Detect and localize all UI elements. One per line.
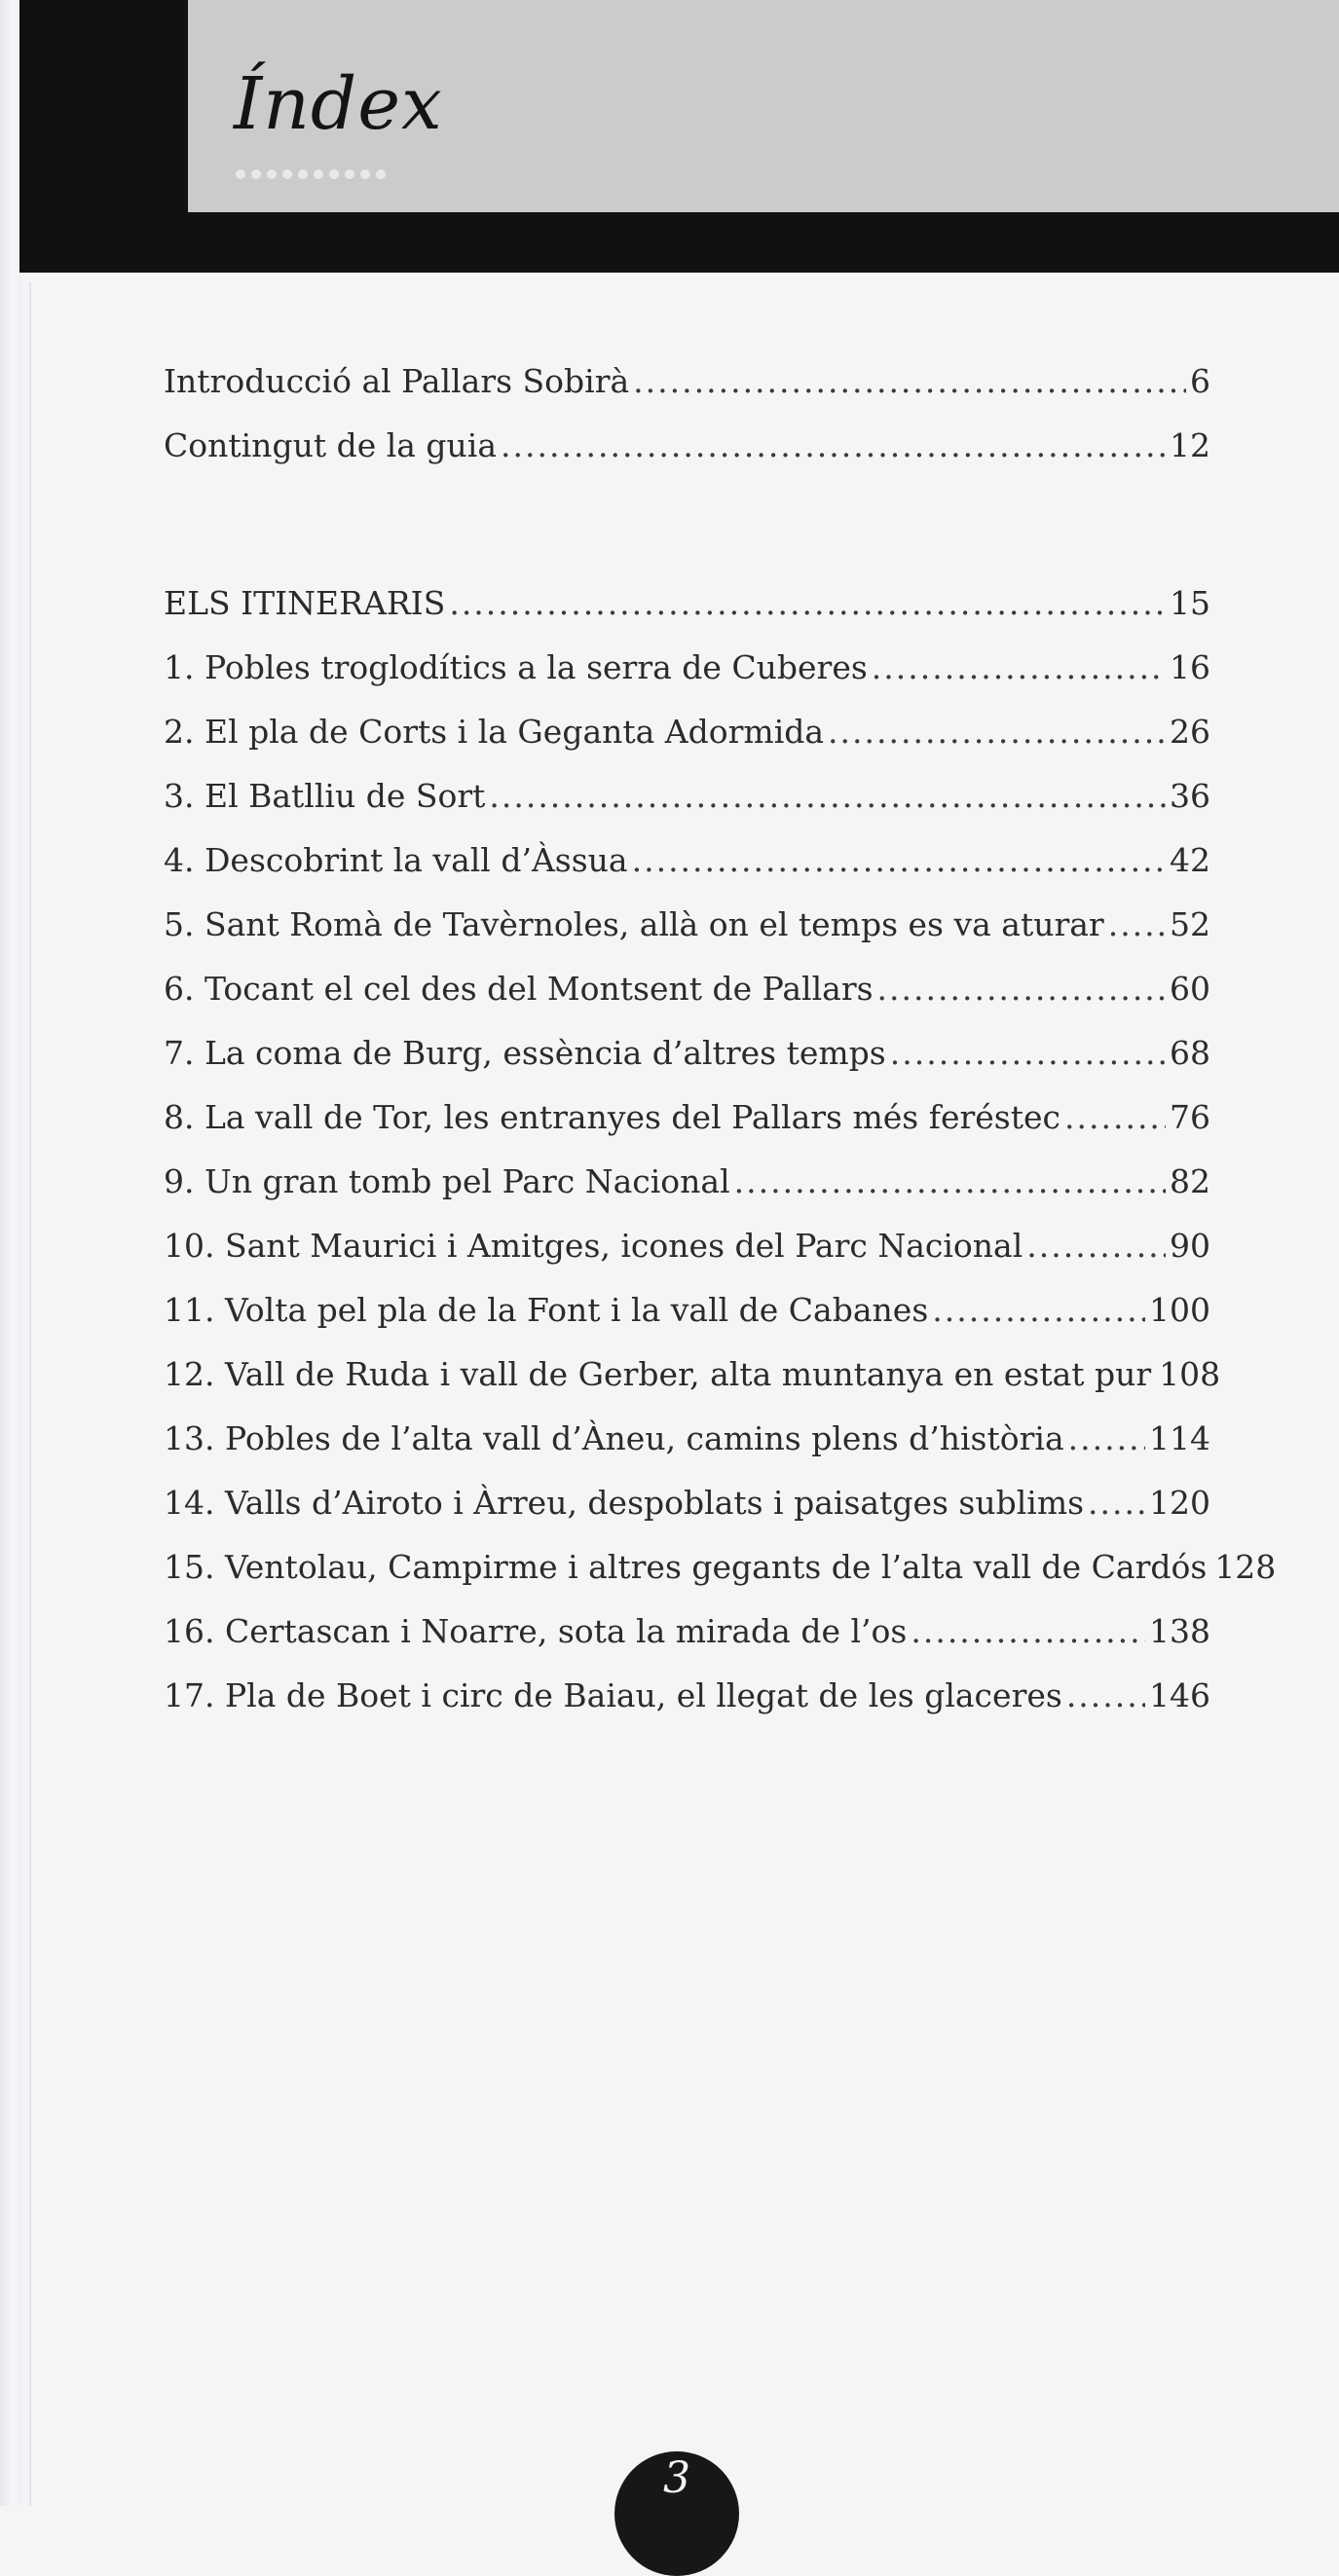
toc-entry-itinerary[interactable] xyxy=(164,905,1210,970)
toc-entry-page: 12 xyxy=(1170,426,1210,464)
toc-dot-leader xyxy=(1068,1419,1145,1457)
toc-entry-title: 17. Pla de Boet i circ de Baiau, el llegat de les glaceres xyxy=(164,1676,1062,1714)
toc-dot-leader xyxy=(872,648,1166,686)
toc-entry-page: 52 xyxy=(1170,905,1210,943)
toc-entry-title: 10. Sant Maurici i Amitges, icones del Parc Nacional xyxy=(164,1227,1023,1265)
toc-entry-title: 8. La vall de Tor, les entranyes del Pallars més feréstec xyxy=(164,1098,1060,1136)
toc-entry-itinerary[interactable] xyxy=(164,1034,1210,1098)
toc-dot-leader xyxy=(932,1291,1145,1329)
toc-entry-title: 6. Tocant el cel des del Montsent de Pallars xyxy=(164,970,874,1008)
toc-dot-leader xyxy=(877,970,1166,1008)
toc-entry-title: 7. La coma de Burg, essència d’altres temps xyxy=(164,1034,886,1072)
toc-entry-page: 68 xyxy=(1170,1034,1210,1072)
toc-section-itineraries[interactable] xyxy=(164,584,1210,648)
page-title: Índex xyxy=(234,62,443,146)
section-spacer xyxy=(164,491,1210,584)
toc-entry-itinerary[interactable] xyxy=(164,970,1210,1034)
toc-entry-title: 12. Vall de Ruda i vall de Gerber, alta muntanya en estat pur xyxy=(164,1355,1152,1393)
toc-entry-page: 146 xyxy=(1149,1676,1210,1714)
page-fold-line xyxy=(29,282,31,2506)
toc-entry-itinerary[interactable] xyxy=(164,1355,1221,1419)
toc-entry-itinerary[interactable] xyxy=(164,1484,1210,1548)
toc-dot-leader xyxy=(1108,905,1166,943)
toc-entry-itinerary[interactable] xyxy=(164,1612,1210,1676)
toc-entry-itinerary[interactable] xyxy=(164,1548,1277,1612)
toc-dot-leader xyxy=(911,1612,1145,1650)
toc-entry-page: 120 xyxy=(1149,1484,1210,1522)
toc-dot-leader xyxy=(501,426,1166,464)
toc-entry-page: 26 xyxy=(1170,713,1210,751)
toc-entry-itinerary[interactable] xyxy=(164,1419,1210,1484)
table-of-contents xyxy=(164,362,1277,1741)
toc-entry-page: 82 xyxy=(1170,1162,1210,1200)
toc-entry-page: 60 xyxy=(1170,970,1210,1008)
toc-dot-leader xyxy=(449,584,1166,622)
toc-dot-leader xyxy=(1026,1227,1166,1265)
toc-dot-leader xyxy=(1088,1484,1145,1522)
toc-entry-itinerary[interactable] xyxy=(164,1676,1210,1741)
toc-entry-title: Introducció al Pallars Sobirà xyxy=(164,362,630,400)
toc-entry-page: 76 xyxy=(1170,1098,1210,1136)
itinerary-list xyxy=(164,648,1277,1741)
toc-dot-leader xyxy=(489,777,1166,815)
page-edge xyxy=(0,0,21,2506)
toc-entry-title: 2. El pla de Corts i la Geganta Adormida xyxy=(164,713,825,751)
toc-entry-title: 15. Ventolau, Campirme i altres gegants de l’alta vall de Cardós xyxy=(164,1548,1208,1586)
toc-entry-title: 9. Un gran tomb pel Parc Nacional xyxy=(164,1162,730,1200)
toc-entry-title: 4. Descobrint la vall d’Àssua xyxy=(164,841,628,879)
toc-entry-page: 90 xyxy=(1170,1227,1210,1265)
toc-entry-itinerary[interactable] xyxy=(164,777,1210,841)
toc-entry-page: 138 xyxy=(1149,1612,1210,1650)
toc-entry-title: Contingut de la guia xyxy=(164,426,498,464)
toc-entry-page: 42 xyxy=(1170,841,1210,879)
title-dot-ornament xyxy=(236,169,386,179)
toc-entry-itinerary[interactable] xyxy=(164,648,1210,713)
toc-entry-page: 16 xyxy=(1170,648,1210,686)
toc-entry-title: 13. Pobles de l’alta vall d’Àneu, camins plens d’història xyxy=(164,1419,1064,1457)
toc-entry-itinerary[interactable] xyxy=(164,1291,1210,1355)
toc-entry-title: 14. Valls d’Airoto i Àrreu, despoblats i paisatges sublims xyxy=(164,1484,1085,1522)
toc-entry-title: 16. Certascan i Noarre, sota la mirada de l’os xyxy=(164,1612,908,1650)
toc-entry-page: 36 xyxy=(1170,777,1210,815)
toc-entry-contents[interactable] xyxy=(164,426,1210,491)
toc-section-title: ELS ITINERARIS xyxy=(164,584,446,622)
toc-entry-title: 1. Pobles troglodítics a la serra de Cuberes xyxy=(164,648,868,686)
toc-entry-page: 100 xyxy=(1149,1291,1210,1329)
toc-entry-page: 108 xyxy=(1159,1355,1221,1393)
toc-dot-leader xyxy=(633,362,1186,400)
toc-section-page: 15 xyxy=(1170,584,1210,622)
toc-entry-itinerary[interactable] xyxy=(164,841,1210,905)
toc-dot-leader xyxy=(828,713,1166,751)
toc-entry-title: 5. Sant Romà de Tavèrnoles, allà on el temps es va aturar xyxy=(164,905,1104,943)
toc-entry-page: 128 xyxy=(1214,1548,1277,1586)
page-number: 3 xyxy=(663,2453,690,2503)
toc-dot-leader xyxy=(734,1162,1166,1200)
toc-entry-itinerary[interactable] xyxy=(164,1098,1210,1162)
toc-dot-leader xyxy=(1066,1676,1145,1714)
toc-entry-itinerary[interactable] xyxy=(164,1227,1210,1291)
toc-entry-page: 6 xyxy=(1190,362,1210,400)
toc-entry-page: 114 xyxy=(1149,1419,1210,1457)
toc-entry-title: 3. El Batlliu de Sort xyxy=(164,777,486,815)
toc-entry-introduction[interactable] xyxy=(164,362,1210,426)
toc-entry-itinerary[interactable] xyxy=(164,713,1210,777)
toc-entry-itinerary[interactable] xyxy=(164,1162,1210,1227)
toc-dot-leader xyxy=(632,841,1166,879)
toc-dot-leader xyxy=(890,1034,1166,1072)
toc-entry-title: 11. Volta pel pla de la Font i la vall de Cabanes xyxy=(164,1291,929,1329)
toc-dot-leader xyxy=(1064,1098,1166,1136)
